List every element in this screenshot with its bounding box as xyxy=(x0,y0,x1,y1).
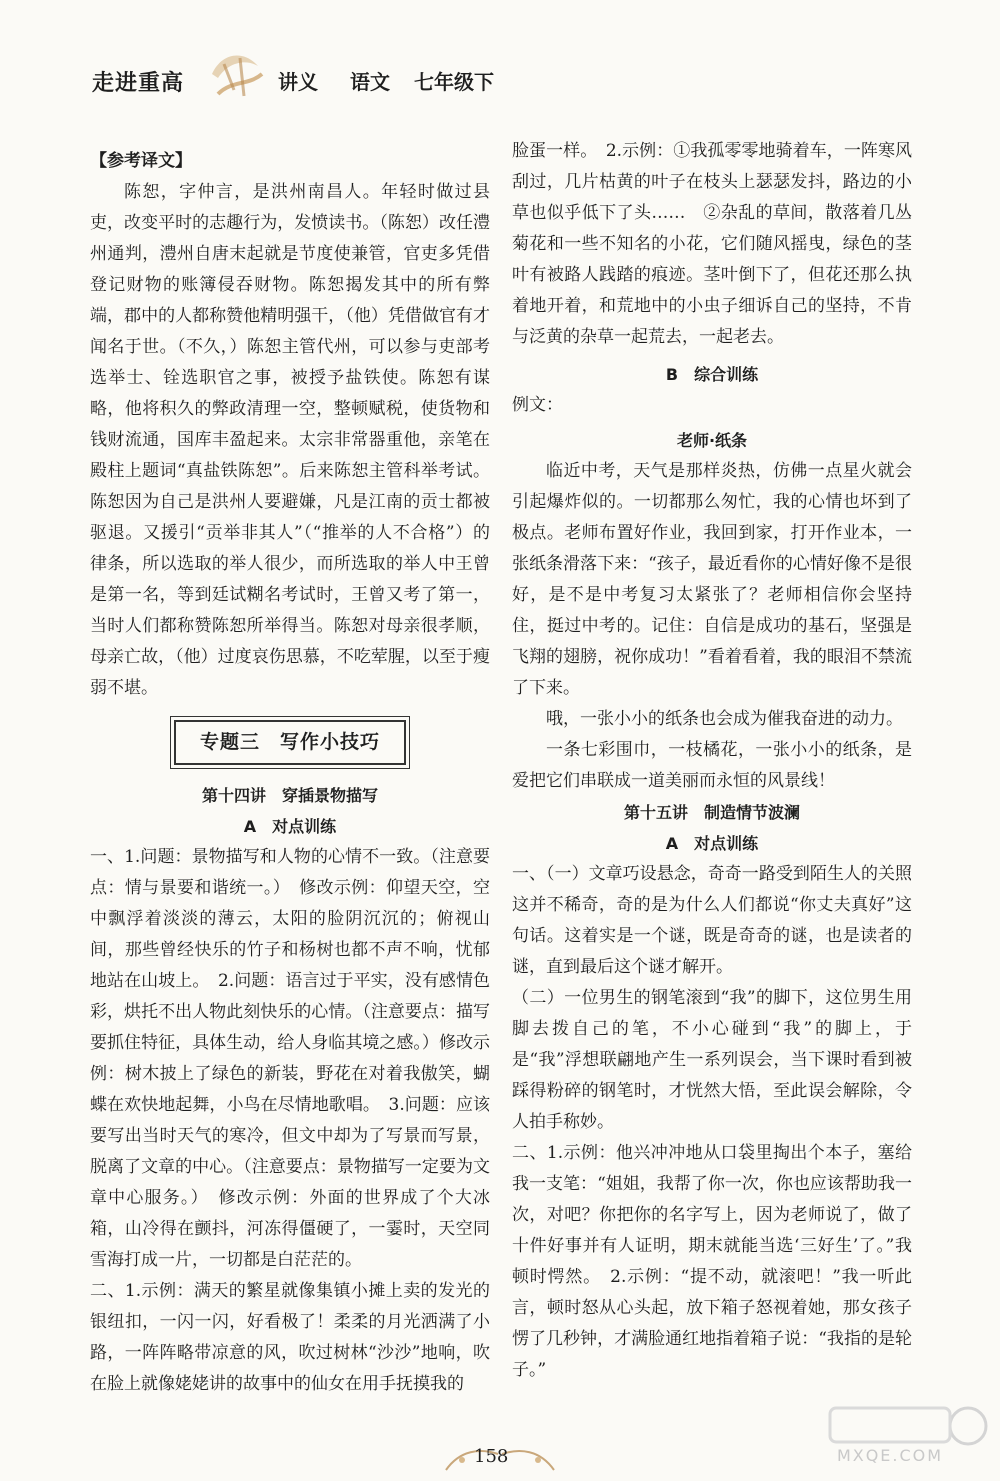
answer-part-2-continued: 脸蛋一样。 2.示例：①我孤零零地骑着车，一阵寒风刮过，几片枯黄的叶子在枝头上瑟瑟发抖，路边的小草也似乎低下了头…… ②杂乱的草间，散落着几丛菊花和一些不知名的小花，它们随风摇曳，绿色的茎叶有被路人践踏的痕迹。茎叶倒下了，但花还那么执着地开着，和荒地中的小虫子细诉自己的坚持，不肯与泛黄的杂草一起荒去，一起老去。 xyxy=(512,141,912,347)
section-a-title-2: A 对点训练 xyxy=(665,834,759,853)
lecture-14-title: 第十四讲 穿插景物描写 xyxy=(201,786,378,805)
page-number: 158 xyxy=(474,1446,509,1467)
header-subject: 语文 xyxy=(350,70,390,94)
reference-translation-text: 陈恕，字仲言，是洪州南昌人。年轻时做过县吏，改变平时的志趣行为，发愤读书。（陈恕）改任澧州通判，澧州自唐末起就是节度使兼管，官吏多凭借登记财物的账簿侵吞财物。陈恕揭发其中的所有弊端，郡中的人都称赞他精明强干，（他）凭借做官有才闻名于世。（不久，）陈恕主管代州，可以参与吏部考选举士、铨选职官之事，被授予盐铁使。陈恕有谋略，他将积久的弊政清理一空，整顿赋税，使货物和钱财流通，国库丰盈起来。太宗非常器重他，亲笔在殿柱上题词“真盐铁陈恕”。后来陈恕主管科举考试。陈恕因为自己是洪州人要避嫌，凡是江南的贡士都被驱退。又援引“贡举非其人”（“推举的人不合格”）的律条，所以选取的举人很少，而所选取的举人中王曾是第一名，等到廷试糊名考试时，王曾又考了第一，当时人们都称赞陈恕所举得当。陈恕对母亲很孝顺，母亲亡故，（他）过度哀伤思慕，不吃荤腥，以至于瘦弱不堪。 xyxy=(90,182,490,698)
page-header xyxy=(92,58,912,108)
answer-part-1-b: （二）一位男生的钢笔滚到“我”的脚下，这位男生用脚去拨自己的笔，不小心碰到“我”的脚上，于是“我”浮想联翩地产生一系列误会，当下课时看到被踩得粉碎的钢笔时，才恍然大悟，至此误会解除，令人拍手称妙。 xyxy=(512,988,912,1132)
header-lecture: 讲义 xyxy=(278,70,318,94)
section-a-title: A 对点训练 xyxy=(243,817,337,836)
watermark-text: MXQE.COM xyxy=(836,1446,944,1465)
essay-title: 老师·纸条 xyxy=(676,431,748,450)
left-column xyxy=(90,146,490,1400)
page-footer xyxy=(440,1440,560,1480)
answer-part-2: 二、1.示例：满天的繁星就像集镇小摊上卖的发光的银纽扣，一闪一闪，好看极了！柔柔的月光洒满了小路，一阵阵略带凉意的风，吹过树林“沙沙”地响，吹在脸上就像姥姥讲的故事中的仙女在用手抚摸我的 xyxy=(90,1281,490,1394)
answer-part-1-a: 一、（一）文章巧设悬念，奇奇一路受到陌生人的关照这并不稀奇，奇的是为什么人们都说“你丈夫真好”这句话。这着实是一个谜，既是奇奇的谜，也是读者的谜，直到最后这个谜才解开。 xyxy=(512,864,912,977)
answer-part-2-b: 二、1.示例：他兴冲冲地从口袋里掏出个本子，塞给我一支笔：“姐姐，我帮了你一次，你也应该帮助我一次，对吧？你把你的名字写上，因为老师说了，做了十件好事并有人证明，期末就能当选‘三好生’了。”我顿时愕然。 2.示例：“提不动，就滚吧！”我一听此言，顿时怒从心头起，放下箱子怒视着她，那女孩子愣了几秒钟，才满脸通红地指着箱子说：“我指的是轮子。” xyxy=(512,1143,912,1380)
essay-paragraph-2: 哦，一张小小的纸条也会成为催我奋进的动力。 xyxy=(546,709,903,729)
answer-part-1: 一、1.问题：景物描写和人物的心情不一致。（注意要点：情与景要和谐统一。） 修改示例：仰望天空，空中飘浮着淡淡的薄云，太阳的脸阴沉沉的；俯视山间，那些曾经快乐的竹子和杨树也都不声不响，忧郁地站在山坡上。 2.问题：语言过于平实，没有感情色彩，烘托不出人物此刻快乐的心情。（注意要点：描写要抓住特征，具体生动，给人身临其境之感。）修改示例：树木披上了绿色的新装，野花在对着我傲笑，蝴蝶在欢快地起舞，小鸟在尽情地歌唱。 3.问题：应该要写出当时天气的寒冷，但文中却为了写景而写景，脱离了文章的中心。（注意要点：景物描写一定要为文章中心服务。） 修改示例：外面的世界成了个大冰箱，山冷得在颤抖，河冻得僵硬了，一霎时，天空同雪海打成一片，一切都是白茫茫的。 xyxy=(90,847,490,1270)
example-label: 例文： xyxy=(512,395,563,415)
peiyou-logo-icon xyxy=(204,44,268,108)
header-grade: 七年级下 xyxy=(414,70,494,94)
essay-paragraph-1: 临近中考，天气是那样炎热，仿佛一点星火就会引起爆炸似的。一切都那么匆忙，我的心情也坏到了极点。老师布置好作业，我回到家，打开作业本，一张纸条滑落下来：“孩子，最近看你的心情好像不是很好，是不是中考复习太紧张了？老师相信你会坚持住，挺过中考的。记住：自信是成功的基石，坚强是飞翔的翅膀，祝你成功！”看着看着，我的眼泪不禁流了下来。 xyxy=(512,461,912,698)
watermark-logo-icon xyxy=(790,1400,990,1450)
topic-box-wrap xyxy=(90,704,490,780)
watermark xyxy=(790,1400,990,1480)
brand-title: 走进重高 xyxy=(92,71,185,96)
essay-paragraph-3: 一条七彩围巾，一枝橘花，一张小小的纸条，是爱把它们串联成一道美丽而永恒的风景线！ xyxy=(512,740,912,791)
reference-translation-title: 【参考译文】 xyxy=(90,151,192,171)
section-b-title: B 综合训练 xyxy=(665,365,759,384)
topic-title: 专题三 写作小技巧 xyxy=(174,720,406,765)
lecture-15-title: 第十五讲 制造情节波澜 xyxy=(623,803,800,822)
right-column xyxy=(512,136,912,1386)
topic-box xyxy=(170,716,410,769)
